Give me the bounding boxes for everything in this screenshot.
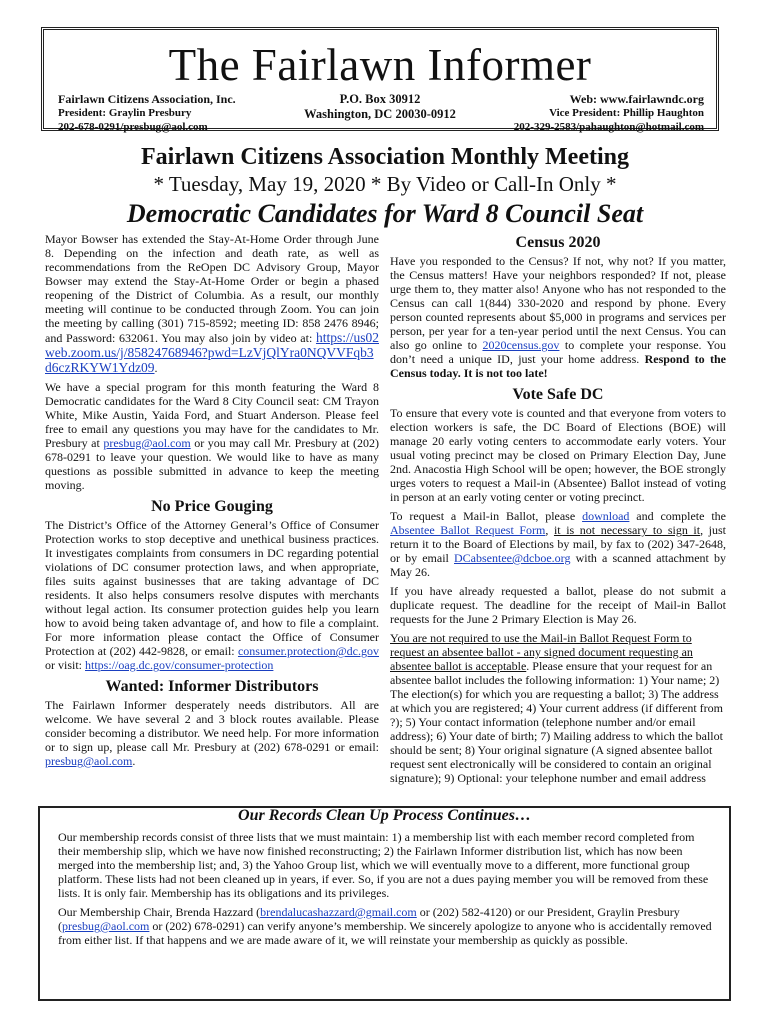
records-paragraph-1: Our membership records consist of three lists that we must maintain: 1) a membership list with each member record completed from their membership slip, which we have now finished reconstructing; 2) the Fairlawn Informer distribution list, which has now been merged into the membership list; and, 3) the Yahoo Group list, which we will eventually move to a different, more functional group platform. These lists had not been cleaned up in years, if ever. So, if you are not a dues paying member you will be removed from these lists. It is only fair. Membership has its obligations and its privileges.: [58, 830, 709, 900]
absentee-form-link[interactable]: Absentee Ballot Request Form: [390, 523, 546, 537]
dcboe-email-link[interactable]: DCabsentee@dcboe.org: [454, 551, 571, 565]
census-text-1: Have you responded to the Census? If not, why not? If you matter, the Census matters! Have your neighbors responded? If not, please urge them to, they matter also! Anyone who has not responded to the Census can call 1(844) 330-2020 and respond by phone. Every person counted represents about $5,000 in programs and services per person, per year for a ten-year period until the next Census. You can also go online to: [390, 254, 726, 352]
consumer-protection-email[interactable]: consumer.protection@dc.gov: [237, 644, 379, 658]
hazzard-email-link[interactable]: brendalucashazzard@gmail.com: [260, 905, 417, 919]
distributors-paragraph: [45, 698, 379, 768]
vote-2e: with a scanned attachment by May 26.: [390, 551, 726, 579]
candidates-headline: Democratic Candidates for Ward 8 Council Seat: [126, 199, 644, 228]
po-box: P.O. Box 30912: [339, 92, 421, 106]
census-link[interactable]: 2020census.gov: [482, 338, 560, 352]
distributors-heading: Wanted: Informer Distributors: [105, 678, 319, 695]
vote-4-underline: You are not required to use the Mail-in Ballot Request Form to request an absentee ballot - any signed document requesting an absentee ballot is acceptable: [390, 631, 693, 673]
records-heading: Our Records Clean Up Process Continues…: [238, 807, 531, 824]
left-column: [45, 232, 379, 773]
vote-paragraph-1: To ensure that every vote is counted and that everyone from voters to election workers is safe, the DC Board of Elections (BOE) will manage 20 early voting centers to accommodate early voters. Your usual voting precinct may be closed on Primary Election Day, June 2nd. Anacostia High School will be open; however, the BOE strongly urges voters to request a Mail-in (Absentee) Ballot instead of voting in person at an early voting center or voting precinct.: [390, 406, 726, 504]
records-cleanup-box: [38, 806, 731, 1001]
intro-text: Mayor Bowser has extended the Stay-At-Home Order through June 8. Depending on the infection and death rate, as well as recommendations from the ReOpen DC Advisory Group, Mayor Bowser may extend the Stay-At-Home Order or begin a phased reopening of the District of Columbia. As a result, our monthly meeting will continue to be conducted through Zoom. You can join the meeting by calling (301) 715-8592; meeting ID: 858 2476 8946; and Password: 632061. You may also join by video at:: [45, 232, 379, 345]
vote-2b: and complete the: [629, 509, 726, 523]
census-heading: Census 2020: [515, 234, 601, 251]
census-bold: Respond to the Census today. It is not too late!: [390, 352, 726, 380]
president-name: President: Graylin Presbury: [58, 107, 192, 119]
special-text-2: or you may call Mr. Presbury at (202) 678-0291 to leave your question. We would like to have as many questions as possible submitted in advance to keep the meeting moving.: [45, 436, 379, 492]
records-2a: Our Membership Chair, Brenda Hazzard (: [58, 905, 261, 919]
census-text-2: to complete your response. You don’t need a unique ID, just your home address.: [390, 338, 726, 366]
distrib-end: .: [132, 754, 136, 768]
org-name: Fairlawn Citizens Association, Inc.: [58, 92, 236, 106]
zoom-link-end: .: [154, 361, 158, 375]
vote-paragraph-2: [390, 509, 726, 579]
records-paragraph-2: [58, 905, 713, 947]
president-contact: 202-678-0291/presbug@aol.com: [58, 121, 208, 133]
gouging-text-2: or visit:: [45, 658, 86, 672]
intro-paragraph: [45, 232, 379, 375]
zoom-link[interactable]: https://us02web.zoom.us/j/85824768946?pwd=LzVjQlYra0NQVVFqb3d6czRKYW1Ydz09: [45, 330, 379, 375]
distrib-email-link[interactable]: presbug@aol.com: [45, 754, 133, 768]
download-link[interactable]: download: [582, 509, 630, 523]
masthead: [41, 27, 719, 131]
vote-4-text: . Please ensure that your request for an absentee ballot includes the following information: 1) Your name; 2) The election(s) for which you are requesting a ballot; 3) The address at which you are registered; 4) Your current address (if different from ?); 5) Your contact information (telephone number and/or email address); 6) Your date of birth; 7) Mailing address to which the ballot should be sent; 8) Your original signature (A signed absentee ballot request sent electronically will be considered to contain an original signature); 9) Optional: your telephone number and email address: [390, 659, 723, 785]
vote-paragraph-4: [390, 631, 726, 785]
meeting-headline: Fairlawn Citizens Association Monthly Meeting: [141, 144, 629, 170]
city-zip: Washington, DC 20030-0912: [304, 107, 456, 121]
right-column: [390, 233, 726, 790]
distrib-text: The Fairlawn Informer desperately needs distributors. All are welcome. We have several 2 and 3 block routes available. Please consider becoming a distributor. We need help. For more information or to sign up, please call Mr. Presbury at (202) 678-0291 or email:: [45, 698, 379, 754]
meeting-date: * Tuesday, May 19, 2020 * By Video or Call-In Only *: [153, 172, 617, 196]
vote-2c: ,: [545, 523, 554, 537]
vote-safe-heading: Vote Safe DC: [512, 386, 604, 403]
vote-2d: , just return it to the Board of Elections by mail, by fax to (202) 347-2648, or by email: [390, 523, 726, 565]
presbury-email-link[interactable]: presbug@aol.com: [103, 436, 191, 450]
vice-president-name: Vice President: Phillip Haughton: [549, 107, 704, 119]
presbury-email-link-2[interactable]: presbug@aol.com: [62, 919, 150, 933]
vice-president-contact: 202-329-2583/pahaughton@hotmail.com: [513, 121, 704, 133]
gouging-text-1: The District’s Office of the Attorney General’s Office of Consumer Protection works to stop deceptive and unethical business practices. It investigates complaints from consumers in DC regarding potential violations of DC consumer protection laws, and when appropriate, files suits against businesses that are taking advantage of DC residents. It also helps consumers resolve disputes with merchants without legal action. Its consumer protection guides help you learn how to avoid being taken advantage of, and how to file a complaint. For more information please contact the Office of Consumer Protection at (202) 442-9828, or email:: [45, 518, 379, 658]
price-gouging-heading: No Price Gouging: [151, 498, 273, 515]
vote-paragraph-3: If you have already requested a ballot, please do not submit a duplicate request. The deadline for the receipt of Mail-in Ballot requests for the June 2 Primary Election is May 26.: [390, 584, 726, 626]
website: Web: www.fairlawndc.org: [569, 92, 704, 106]
masthead-right: [514, 92, 704, 134]
records-body: [58, 830, 713, 952]
records-2c: or (202) 678-0291) can verify anyone’s membership. We sincerely apologize to anyone who is accidentally removed from either list. If that happens and we are made aware of it, we will reinstate your membership as quickly as possible.: [58, 919, 712, 947]
vote-2-underline: it is not necessary to sign it: [553, 523, 701, 537]
consumer-protection-url[interactable]: https://oag.dc.gov/consumer-protection: [85, 658, 274, 672]
vote-2a: To request a Mail-in Ballot, please: [390, 509, 583, 523]
price-gouging-paragraph: [45, 518, 379, 672]
special-text-1: We have a special program for this month featuring the Ward 8 Democratic candidates for the Ward 8 City Council seat: CM Trayon White, Mike Austin, Yaida Ford, and Stuart Anderson. Please feel free to email any questions you may have for the candidates to Mr. Presbury at: [45, 380, 379, 450]
records-2b: or (202) 582-4120) or our President, Graylin Presbury (: [58, 905, 680, 933]
census-paragraph: [390, 254, 726, 380]
newsletter-title: The Fairlawn Informer: [168, 40, 592, 90]
special-program-paragraph: [45, 380, 379, 492]
